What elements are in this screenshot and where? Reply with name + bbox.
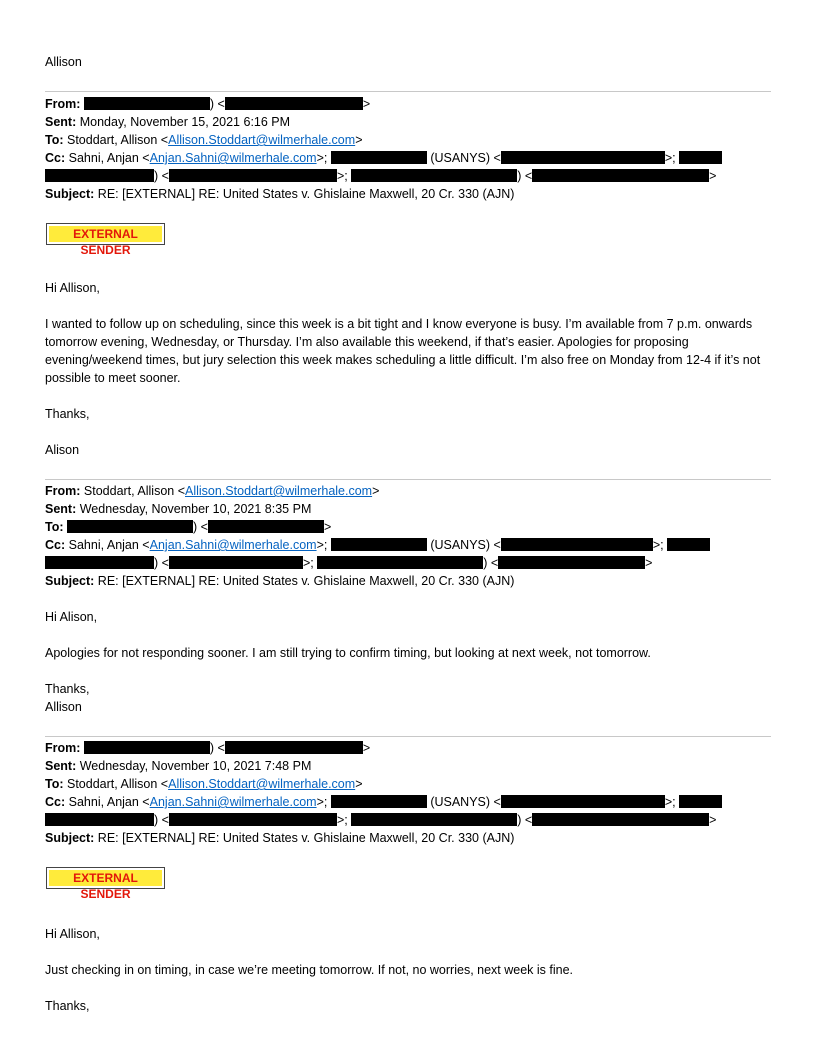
email1-subject-line: Subject: RE: [EXTERNAL] RE: United States v. Ghislaine Maxwell, 20 Cr. 330 (AJN) — [45, 187, 515, 201]
email2-subject: RE: [EXTERNAL] RE: United States v. Ghislaine Maxwell, 20 Cr. 330 (AJN) — [97, 574, 515, 588]
redaction-block — [169, 169, 337, 182]
redaction-block — [84, 741, 210, 754]
email2-from-email-link[interactable]: Allison.Stoddart@wilmerhale.com — [185, 484, 373, 498]
redaction-block — [532, 169, 709, 182]
redaction-block — [679, 795, 722, 808]
redaction-block — [351, 169, 517, 182]
header-divider — [45, 91, 771, 92]
email2-cc-line-2: ) < >; ) < > — [45, 554, 652, 572]
redaction-block — [67, 520, 193, 533]
redaction-block — [501, 795, 665, 808]
redaction-block — [331, 795, 427, 808]
email3-from-line: From: ) < > — [45, 741, 371, 755]
email2-subject-line: Subject: RE: [EXTERNAL] RE: United States v. Ghislaine Maxwell, 20 Cr. 330 (AJN) — [45, 574, 515, 588]
email1-body: I wanted to follow up on scheduling, since this week is a bit tight and I know everyone is busy. I’m available from 7 p.m. onwards tomorrow evening, Wednesday, or Thursday. I’m also available this weekend, if that’s easier. Apologies for proposing evening/weekend times, but jury selection this week makes scheduling a little difficult. I’m also free on Monday from 12-4 if it’s not possible to meet sooner. — [45, 317, 761, 385]
redaction-block — [208, 520, 324, 533]
email1-thanks: Thanks, — [45, 407, 90, 421]
redaction-block — [169, 813, 337, 826]
email1-from-line: From: ) < > — [45, 97, 371, 111]
redaction-block — [501, 151, 665, 164]
email1-to-line: To: Stoddart, Allison <Allison.Stoddart@wilmerhale.com> — [45, 133, 363, 147]
redaction-block — [317, 556, 483, 569]
email3-subject: RE: [EXTERNAL] RE: United States v. Ghislaine Maxwell, 20 Cr. 330 (AJN) — [97, 831, 515, 845]
email3-sent-line: Sent: Wednesday, November 10, 2021 7:48 PM — [45, 759, 312, 773]
email3-cc-line: Cc: Sahni, Anjan <Anjan.Sahni@wilmerhale.com>; (USANYS) < >; — [45, 793, 722, 811]
redaction-block — [351, 813, 517, 826]
email1-sent-date: Monday, November 15, 2021 6:16 PM — [79, 115, 291, 129]
email3-thanks: Thanks, — [45, 999, 90, 1013]
redaction-block — [331, 538, 427, 551]
email1-cc-email-link[interactable]: Anjan.Sahni@wilmerhale.com — [149, 151, 317, 165]
header-divider — [45, 479, 771, 480]
email3-to-line: To: Stoddart, Allison <Allison.Stoddart@wilmerhale.com> — [45, 777, 363, 791]
email2-signature: Allison — [45, 700, 82, 714]
redaction-block — [498, 556, 645, 569]
email1-greeting: Hi Allison, — [45, 281, 100, 295]
external-sender-badge: EXTERNAL SENDER — [46, 223, 165, 245]
redaction-block — [45, 169, 154, 182]
signoff-top: Allison — [45, 55, 82, 69]
email2-cc-email-link[interactable]: Anjan.Sahni@wilmerhale.com — [149, 538, 317, 552]
email2-thanks: Thanks, — [45, 682, 90, 696]
redaction-block — [45, 556, 154, 569]
email3-cc-line-2: ) < >; ) < > — [45, 811, 716, 829]
redaction-block — [225, 97, 363, 110]
email2-greeting: Hi Alison, — [45, 610, 98, 624]
redaction-block — [225, 741, 363, 754]
email2-cc-line: Cc: Sahni, Anjan <Anjan.Sahni@wilmerhale.com>; (USANYS) < >; — [45, 536, 710, 554]
email2-from-line: From: Stoddart, Allison <Allison.Stoddart@wilmerhale.com> — [45, 484, 380, 498]
email3-subject-line: Subject: RE: [EXTERNAL] RE: United States v. Ghislaine Maxwell, 20 Cr. 330 (AJN) — [45, 831, 515, 845]
email2-sent-date: Wednesday, November 10, 2021 8:35 PM — [79, 502, 312, 516]
email1-subject: RE: [EXTERNAL] RE: United States v. Ghislaine Maxwell, 20 Cr. 330 (AJN) — [97, 187, 515, 201]
redaction-block — [679, 151, 722, 164]
email3-greeting: Hi Allison, — [45, 927, 100, 941]
redaction-block — [501, 538, 653, 551]
redaction-block — [84, 97, 210, 110]
email1-cc-line: Cc: Sahni, Anjan <Anjan.Sahni@wilmerhale.com>; (USANYS) < >; — [45, 149, 722, 167]
email3-cc-email-link[interactable]: Anjan.Sahni@wilmerhale.com — [149, 795, 317, 809]
redaction-block — [331, 151, 427, 164]
email2-body: Apologies for not responding sooner. I am still trying to confirm timing, but looking at next week, not tomorrow. — [45, 646, 651, 660]
email2-sent-line: Sent: Wednesday, November 10, 2021 8:35 PM — [45, 502, 312, 516]
header-divider — [45, 736, 771, 737]
email1-cc-line-2: ) < >; ) < > — [45, 167, 716, 185]
email1-sent-line: Sent: Monday, November 15, 2021 6:16 PM — [45, 115, 291, 129]
redaction-block — [532, 813, 709, 826]
email3-body: Just checking in on timing, in case we’re meeting tomorrow. If not, no worries, next week is fine. — [45, 963, 574, 977]
redaction-block — [45, 813, 154, 826]
redaction-block — [667, 538, 710, 551]
email3-sent-date: Wednesday, November 10, 2021 7:48 PM — [79, 759, 312, 773]
redaction-block — [169, 556, 303, 569]
email1-to-email-link[interactable]: Allison.Stoddart@wilmerhale.com — [168, 133, 356, 147]
email3-to-email-link[interactable]: Allison.Stoddart@wilmerhale.com — [168, 777, 356, 791]
external-sender-badge: EXTERNAL SENDER — [46, 867, 165, 889]
email1-signature: Alison — [45, 443, 80, 457]
email2-to-line: To: ) < > — [45, 520, 332, 534]
